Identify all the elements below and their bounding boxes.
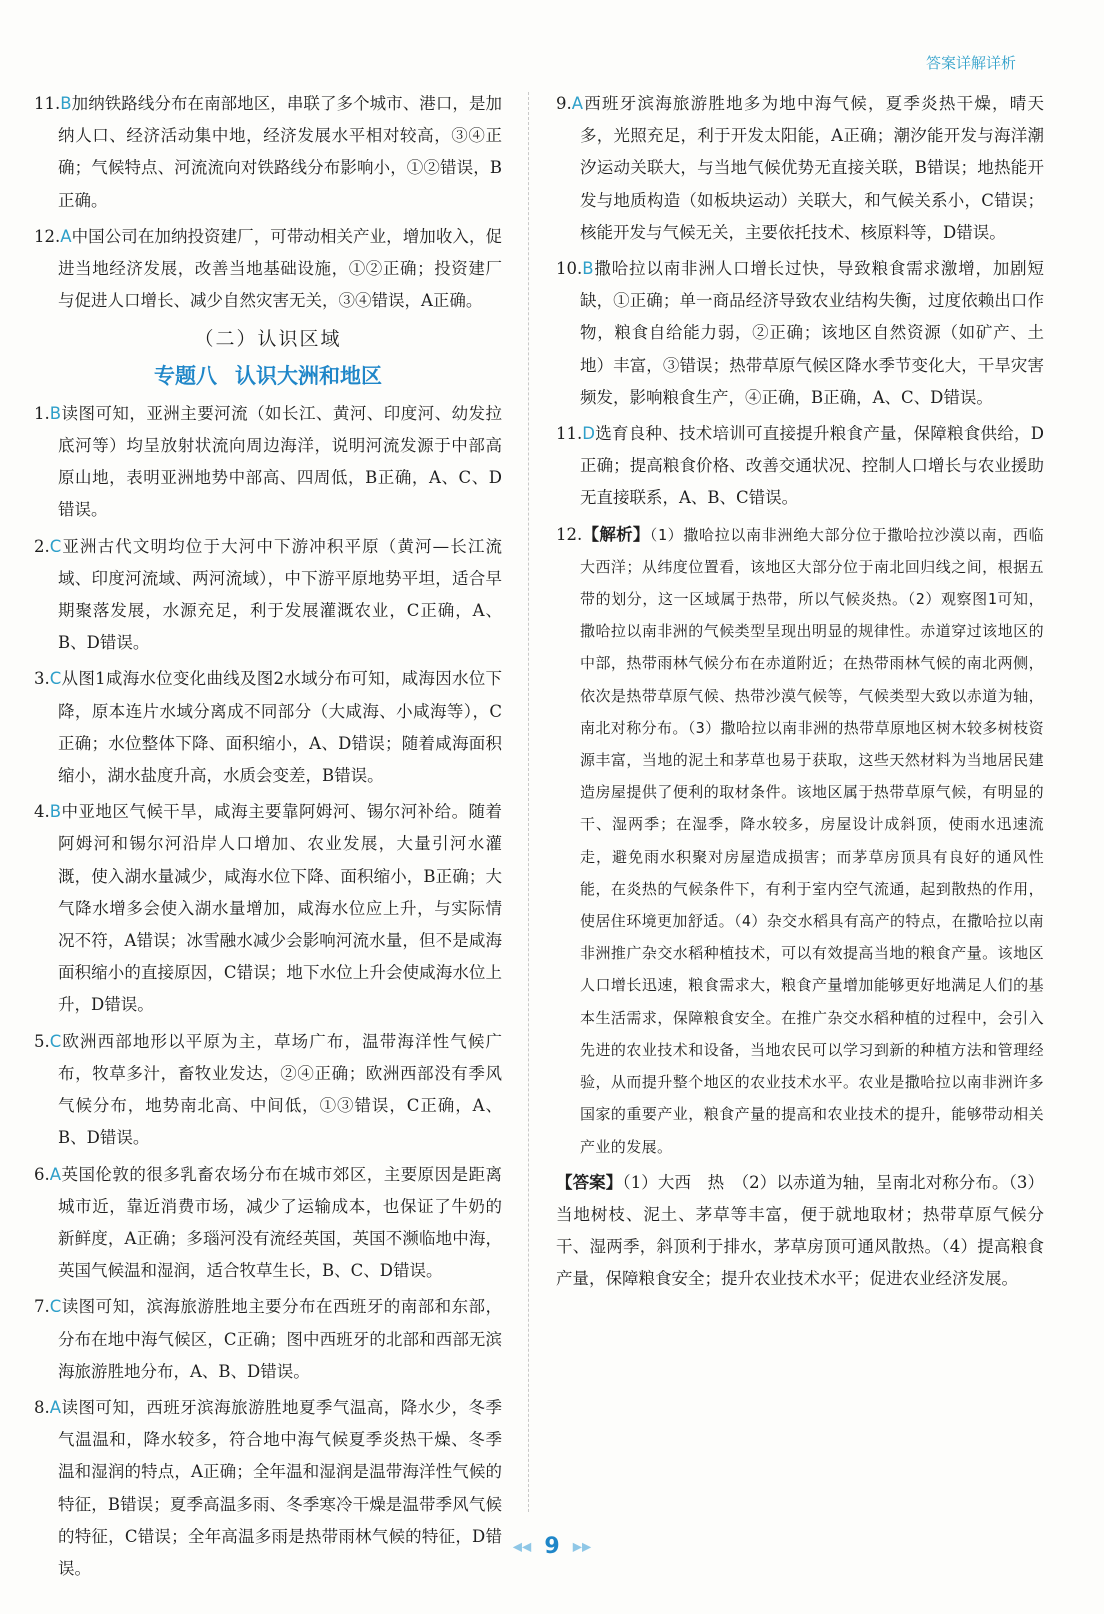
answer-explanation: 选育良种、技术培训可直接提升粮食产量，保障粮食供给，D正确；提高粮食价格、改善交通状况、控制人口增长与农业援助无直接联系，A、B、C错误。 [580, 424, 1044, 508]
answer-item: 2.C亚洲古代文明均位于大河中下游冲积平原（黄河—长江流域、印度河流域、两河流域），中下游平原地势平坦，适合早期聚落发展，水源充足，利于发展灌溉农业，C正确，A、B、D错误。 [34, 536, 502, 653]
answer-letter: C [49, 1297, 62, 1317]
analysis-tag: 【解析】 [582, 524, 650, 544]
answer-letter: B [49, 802, 62, 822]
answer-explanation: 读图可知，亚洲主要河流（如长江、黄河、印度河、幼发拉底河等）均呈放射状流向周边海洋，说明河流发源于中部高原山地，表明亚洲地势中部高、四周低，B正确，A、C、D错误。 [58, 403, 502, 520]
answer-item: 10.B撒哈拉以南非洲人口增长过快，导致粮食需求激增，加剧短缺，①正确；单一商品经济导致农业结构失衡，过度依赖出口作物，粮食自给能力弱，②正确；该地区自然资源（如矿产、土地）丰富，③错误；热带草原气候区降水季节变化大，干旱灾害频发，影响粮食生产，④正确，B正确，A、C、D错误。 [556, 259, 1044, 407]
q12-answer [556, 1167, 1044, 1296]
answer-letter: A [60, 226, 72, 246]
page-number: 9 [544, 1534, 560, 1559]
answer-item: 9.A西班牙滨海旅游胜地多为地中海气候，夏季炎热干燥，晴天多，光照充足，利于开发太阳能，A正确；潮汐能开发与海洋潮汐运动关联大，与当地气候优势无直接关联，B错误；地热能开发与地质构造（如板块运动）关联大，和气候关系小，C错误；核能开发与气候无关，主要依托技术、核原料等，D错误。 [556, 94, 1044, 242]
answer-explanation: 读图可知，滨海旅游胜地主要分布在西班牙的南部和东部，分布在地中海气候区，C正确；图中西班牙的北部和西部无滨海旅游胜地分布，A、B、D错误。 [58, 1297, 502, 1381]
answer-explanation: 英国伦敦的很多乳畜农场分布在城市郊区，主要原因是距离城市近，靠近消费市场，减少了运输成本，也保证了牛奶的新鲜度，A正确；多瑙河没有流经英国，英国不濒临地中海，英国气候温和湿润，适合牧草生长，B、C、D错误。 [58, 1164, 502, 1281]
answer-item: 7.C读图可知，滨海旅游胜地主要分布在西班牙的南部和东部，分布在地中海气候区，C正确；图中西班牙的北部和西部无滨海旅游胜地分布，A、B、D错误。 [34, 1297, 502, 1381]
answer-tag: 【答案】 [556, 1172, 623, 1192]
next-arrows-icon: ▶▶ [572, 1539, 592, 1554]
answer-letter: B [60, 94, 72, 113]
answer-explanation: 西班牙滨海旅游胜地多为地中海气候，夏季炎热干燥，晴天多，光照充足，利于开发太阳能，A正确；潮汐能开发与海洋潮汐运动关联大，与当地气候优势无直接关联，B错误；地热能开发与地质构造（如板块运动）关联大，和气候关系小，C错误；核能开发与气候无关，主要依托技术、核原料等，D错误。 [580, 94, 1044, 242]
answer-item: 12.A中国公司在加纳投资建厂，可带动相关产业，增加收入，促进当地经济发展，改善当地基础设施，①②正确；投资建厂与促进人口增长、减少自然灾害无关，③④错误，A正确。 [34, 226, 502, 311]
right-column [556, 88, 1044, 1300]
q12-analysis: 12.【解析】（1）撒哈拉以南非洲绝大部分位于撒哈拉沙漠以南，西临大西洋；从纬度位置看，该地区大部分位于南北回归线之间，根据五带的划分，这一区域属于热带，所以气候炎热。（2）观察图1可知，撒哈拉以南非洲的气候类型呈现出明显的规律性。赤道穿过该地区的中部，热带雨林气候分布在赤道附近；在热带雨林气候的南北两侧，依次是热带草原气候、热带沙漠气候等，气候类型大致以赤道为轴，南北对称分布。（3）撒哈拉以南非洲的热带草原地区树木较多树枝资源丰富，当地的泥土和茅草也易于获取，这些天然材料为当地居民建造房屋提供了便利的取材条件。该地区属于热带草原气候，有明显的干、湿两季；在湿季，降水较多，房屋设计成斜顶，使雨水迅速流走，避免雨水积聚对房屋造成损害；而茅草房顶具有良好的通风性能，在炎热的气候条件下，有利于室内空气流通，起到散热的作用，使居住环境更加舒适。（4）杂交水稻具有高产的特点，在撒哈拉以南非洲推广杂交水稻种植技术，可以有效提高当地的粮食产量。该地区人口增长迅速，粮食需求大，粮食产量增加能够更好地满足人们的基本生活需求，保障粮食安全。在推广杂交水稻种植的过程中，会引入先进的农业技术和设备，当地农民可以学习到新的种植方法和管理经验，从而提升整个地区的农业技术水平。农业是撒哈拉以南非洲许多国家的重要产业，粮食产量的提高和农业技术的提升，能够带动相关产业的发展。 [556, 524, 1044, 1156]
answer-item: 4.B中亚地区气候干旱，咸海主要靠阿姆河、锡尔河补给。随着阿姆河和锡尔河沿岸人口增加、农业发展，大量引河水灌溉，使入湖水量减少，咸海水位下降、面积缩小，B正确；大气降水增多会使入湖水量增加，咸海水位应上升，与实际情况不符，A错误；冰雪融水减少会影响河流水量，但不是咸海面积缩小的直接原因，C错误；地下水位上升会使咸海水位上升，D错误。 [34, 802, 502, 1015]
answer-explanation: 中亚地区气候干旱，咸海主要靠阿姆河、锡尔河补给。随着阿姆河和锡尔河沿岸人口增加、农业发展，大量引河水灌溉，使入湖水量减少，咸海水位下降、面积缩小，B正确；大气降水增多会使入湖水量增加，咸海水位应上升，与实际情况不符，A错误；冰雪融水减少会影响河流水量，但不是咸海面积缩小的直接原因，C错误；地下水位上升会使咸海水位上升，D错误。 [58, 802, 502, 1015]
answer-explanation: 读图可知，西班牙滨海旅游胜地夏季气温高，降水少，冬季气温温和，降水较多，符合地中海气候夏季炎热干燥、冬季温和湿润的特点，A正确；全年温和湿润是温带海洋性气候的特征，B错误；夏季高温多雨、冬季寒冷干燥是温带季风气候的特征，C错误；全年高温多雨是热带雨林气候的特征，D错误。 [58, 1397, 502, 1578]
header-label: 答案详解详析 [925, 54, 1016, 72]
answer-item: 11.D选育良种、技术培训可直接提升粮食产量，保障粮食供给，D正确；提高粮食价格、改善交通状况、控制人口增长与农业援助无直接联系，A、B、C错误。 [556, 424, 1044, 508]
analysis-text: （1）撒哈拉以南非洲绝大部分位于撒哈拉沙漠以南，西临大西洋；从纬度位置看，该地区大部分位于南北回归线之间，根据五带的划分，这一区域属于热带，所以气候炎热。（2）观察图1可知，撒哈拉以南非洲的气候类型呈现出明显的规律性。赤道穿过该地区的中部，热带雨林气候分布在赤道附近；在热带雨林气候的南北两侧，依次是热带草原气候、热带沙漠气候等，气候类型大致以赤道为轴，南北对称分布。（3）撒哈拉以南非洲的热带草原地区树木较多树枝资源丰富，当地的泥土和茅草也易于获取，这些天然材料为当地居民建造房屋提供了便利的取材条件。该地区属于热带草原气候，有明显的干、湿两季；在湿季，降水较多，房屋设计成斜顶，使雨水迅速流走，避免雨水积聚对房屋造成损害；而茅草房顶具有良好的通风性能，在炎热的气候条件下，有利于室内空气流通，起到散热的作用，使居住环境更加舒适。（4）杂交水稻具有高产的特点，在撒哈拉以南非洲推广杂交水稻种植技术，可以有效提高当地的粮食产量。该地区人口增长迅速，粮食需求大，粮食产量增加能够更好地满足人们的基本生活需求，保障粮食安全。在推广杂交水稻种植的过程中，会引入先进的农业技术和设备，当地农民可以学习到新的种植方法和管理经验，从而提升整个地区的农业技术水平。农业是撒哈拉以南非洲许多国家的重要产业，粮食产量的提高和农业技术的提升，能够带动相关产业的发展。 [580, 525, 1044, 1156]
answer-letter: B [49, 403, 62, 423]
answer-letter: A [571, 94, 584, 113]
answer-text: （1）大西 热 （2）以赤道为轴，呈南北对称分布。（3）当地树枝、泥土、茅草等丰富，便于就地取材；热带草原气候分干、湿两季，斜顶利于排水，茅草房顶可通风散热。（4）提高粮食产量，保障粮食安全；提升农业技术水平；促进农业经济发展。 [556, 1172, 1044, 1289]
answer-explanation: 亚洲古代文明均位于大河中下游冲积平原（黄河—长江流域、印度河流域、两河流域），中下游平原地势平坦，适合早期聚落发展，水源充足，利于发展灌溉农业，C正确，A、B、D错误。 [58, 536, 502, 653]
column-divider [528, 92, 529, 1512]
answer-letter: C [49, 1031, 62, 1051]
answer-letter: A [49, 1397, 62, 1417]
answer-explanation: 中国公司在加纳投资建厂，可带动相关产业，增加收入，促进当地经济发展，改善当地基础设施，①②正确；投资建厂与促进人口增长、减少自然灾害无关，③④错误，A正确。 [58, 226, 502, 311]
answer-letter: B [582, 259, 594, 279]
prev-arrows-icon: ◀◀ [512, 1539, 532, 1554]
answer-letter: A [49, 1164, 62, 1184]
answer-letter: D [582, 424, 595, 444]
answer-item: 11.B加纳铁路线分布在南部地区，串联了多个城市、港口，是加纳人口、经济活动集中地，经济发展水平相对较高，③④正确；气候特点、河流流向对铁路线分布影响小，①②错误，B正确。 [34, 94, 502, 210]
answer-item: 5.C欧洲西部地形以平原为主，草场广布，温带海洋性气候广布，牧草多汁，畜牧业发达，②④正确；欧洲西部没有季风气候分布，地势南北高、中间低，①③错误，C正确，A、B、D错误。 [34, 1031, 502, 1148]
answer-letter: C [49, 536, 62, 556]
section-heading: （二）认识区域 [194, 328, 342, 351]
answer-explanation: 从图1咸海水位变化曲线及图2水域分布可知，咸海因水位下降，原本连片水域分离成不同部分（大咸海、小咸海等），C正确；水位整体下降、面积缩小，A、D错误；随着咸海面积缩小，湖水盐度升高，水质会变差，B错误。 [58, 669, 502, 786]
answer-item: 3.C从图1咸海水位变化曲线及图2水域分布可知，咸海因水位下降，原本连片水域分离成不同部分（大咸海、小咸海等），C正确；水位整体下降、面积缩小，A、D错误；随着咸海面积缩小，湖水盐度升高，水质会变差，B错误。 [34, 669, 502, 786]
left-column [34, 88, 502, 1589]
answer-letter: C [49, 669, 62, 689]
answer-item: 1.B读图可知，亚洲主要河流（如长江、黄河、印度河、幼发拉底河等）均呈放射状流向周边海洋，说明河流发源于中部高原山地，表明亚洲地势中部高、四周低，B正确，A、C、D错误。 [34, 403, 502, 520]
answer-item: 8.A读图可知，西班牙滨海旅游胜地夏季气温高，降水少，冬季气温温和，降水较多，符合地中海气候夏季炎热干燥、冬季温和湿润的特点，A正确；全年温和湿润是温带海洋性气候的特征，B错误；夏季高温多雨、冬季寒冷干燥是温带季风气候的特征，C错误；全年高温多雨是热带雨林气候的特征，D错误。 [34, 1397, 502, 1578]
page-footer [0, 1534, 1104, 1559]
answer-explanation: 撒哈拉以南非洲人口增长过快，导致粮食需求激增，加剧短缺，①正确；单一商品经济导致农业结构失衡，过度依赖出口作物，粮食自给能力弱，②正确；该地区自然资源（如矿产、土地）丰富，③错误；热带草原气候区降水季节变化大，干旱灾害频发，影响粮食生产，④正确，B正确，A、C、D错误。 [580, 259, 1044, 407]
topic-heading: 专题八 认识大洲和地区 [154, 363, 382, 388]
answer-explanation: 欧洲西部地形以平原为主，草场广布，温带海洋性气候广布，牧草多汁，畜牧业发达，②④正确；欧洲西部没有季风气候分布，地势南北高、中间低，①③错误，C正确，A、B、D错误。 [58, 1031, 502, 1148]
answer-item: 6.A英国伦敦的很多乳畜农场分布在城市郊区，主要原因是距离城市近，靠近消费市场，减少了运输成本，也保证了牛奶的新鲜度，A正确；多瑙河没有流经英国，英国不濒临地中海，英国气候温和湿润，适合牧草生长，B、C、D错误。 [34, 1164, 502, 1281]
answer-explanation: 加纳铁路线分布在南部地区，串联了多个城市、港口，是加纳人口、经济活动集中地，经济发展水平相对较高，③④正确；气候特点、河流流向对铁路线分布影响小，①②错误，B正确。 [58, 94, 502, 210]
